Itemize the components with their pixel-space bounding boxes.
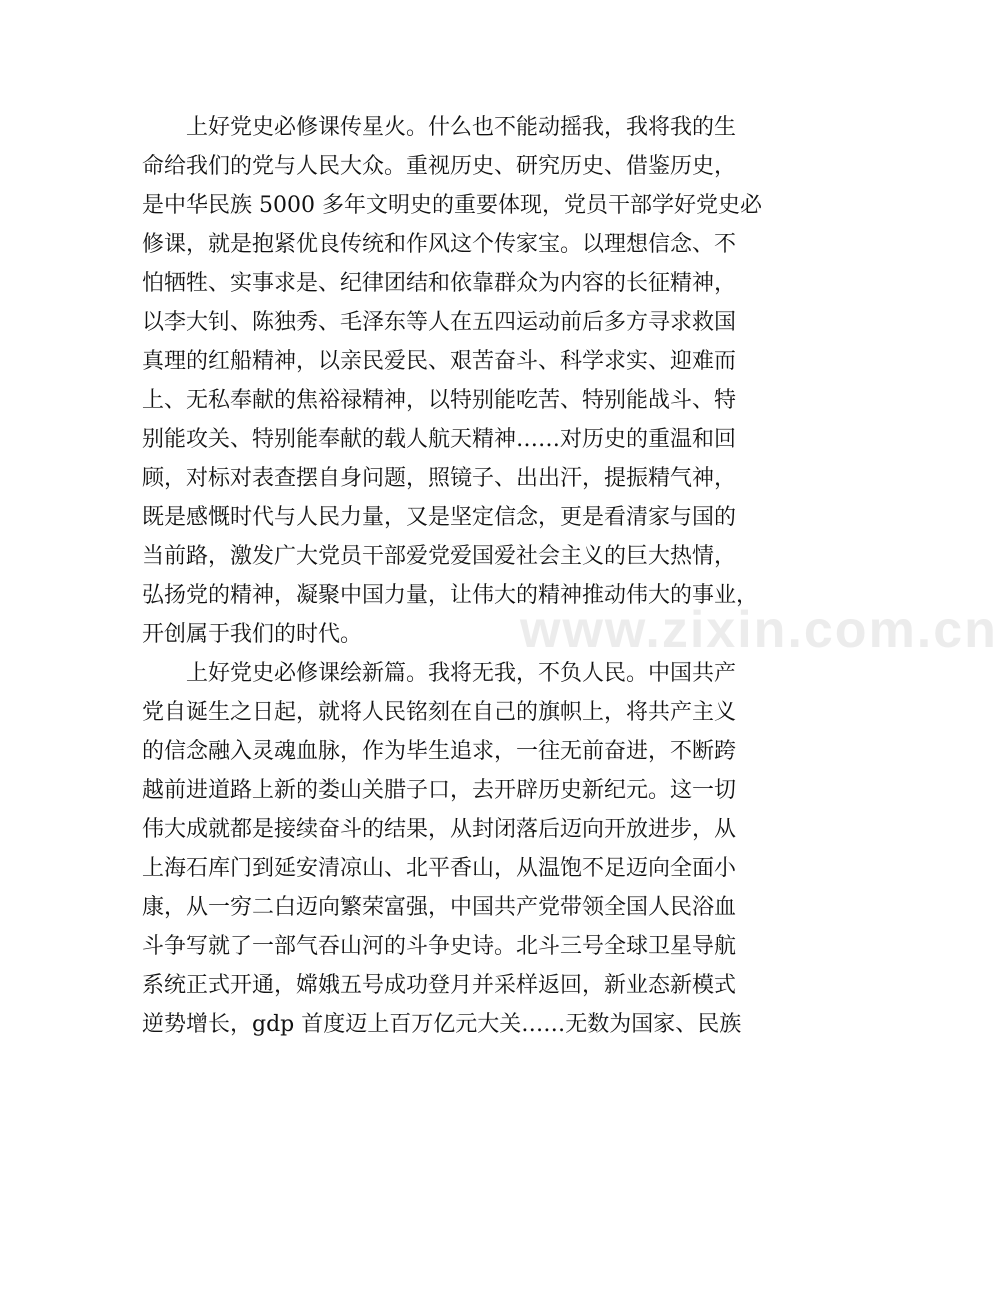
- paragraph-1-line: 别能攻关、特别能奉献的载人航天精神……对历史的重温和回: [142, 427, 737, 452]
- paragraph-1-line: 上好党史必修课传星火。什么也不能动摇我，我将我的生: [186, 115, 737, 140]
- paragraph-1-line: 怕牺牲、实事求是、纪律团结和依靠群众为内容的长征精神，: [142, 271, 737, 296]
- paragraph-2-line: 的信念融入灵魂血脉，作为毕生追求，一往无前奋进，不断跨: [142, 739, 737, 764]
- paragraph-1-line: 既是感慨时代与人民力量，又是坚定信念，更是看清家与国的: [142, 505, 737, 530]
- paragraph-1-line: 顾，对标对表查摆自身问题，照镜子、出出汗，提振精气神，: [142, 466, 737, 491]
- paragraph-2-line: 系统正式开通，嫦娥五号成功登月并采样返回，新业态新模式: [142, 973, 737, 998]
- paragraph-1-line: 上、无私奉献的焦裕禄精神，以特别能吃苦、特别能战斗、特: [142, 388, 737, 413]
- paragraph-1-line: 以李大钊、陈独秀、毛泽东等人在五四运动前后多方寻求救国: [142, 310, 737, 335]
- paragraph-1-line: 是中华民族 5000 多年文明史的重要体现，党员干部学好党史必: [142, 193, 762, 218]
- paragraph-1-line: 修课，就是抱紧优良传统和作风这个传家宝。以理想信念、不: [142, 232, 737, 257]
- paragraph-1-line: 当前路，激发广大党员干部爱党爱国爱社会主义的巨大热情，: [142, 544, 737, 569]
- paragraph-2-line: 斗争写就了一部气吞山河的斗争史诗。北斗三号全球卫星导航: [142, 934, 737, 959]
- paragraph-2-line: 康，从一穷二白迈向繁荣富强，中国共产党带领全国人民浴血: [142, 895, 737, 920]
- paragraph-1-line: 命给我们的党与人民大众。重视历史、研究历史、借鉴历史，: [142, 154, 737, 179]
- paragraph-2-line: 伟大成就都是接续奋斗的结果，从封闭落后迈向开放进步，从: [142, 817, 737, 842]
- paragraph-2-line: 逆势增长，gdp 首度迈上百万亿元大关……无数为国家、民族: [142, 1012, 742, 1037]
- paragraph-2-line: 上好党史必修课绘新篇。我将无我，不负人民。中国共产: [186, 661, 737, 686]
- body-text: [142, 108, 802, 1044]
- watermark: www.zixin.com.cn: [520, 601, 998, 659]
- paragraph-2-line: 党自诞生之日起，就将人民铭刻在自己的旗帜上，将共产主义: [142, 700, 737, 725]
- paragraph-1-line: 真理的红船精神，以亲民爱民、艰苦奋斗、科学求实、迎难而: [142, 349, 737, 374]
- paragraph-1-line: 开创属于我们的时代。: [142, 622, 363, 647]
- paragraph-1-line: 弘扬党的精神，凝聚中国力量，让伟大的精神推动伟大的事业，: [142, 583, 759, 608]
- paragraph-2-line: 上海石库门到延安清凉山、北平香山，从温饱不足迈向全面小: [142, 856, 737, 881]
- paragraph-2-line: 越前进道路上新的娄山关腊子口，去开辟历史新纪元。这一切: [142, 778, 737, 803]
